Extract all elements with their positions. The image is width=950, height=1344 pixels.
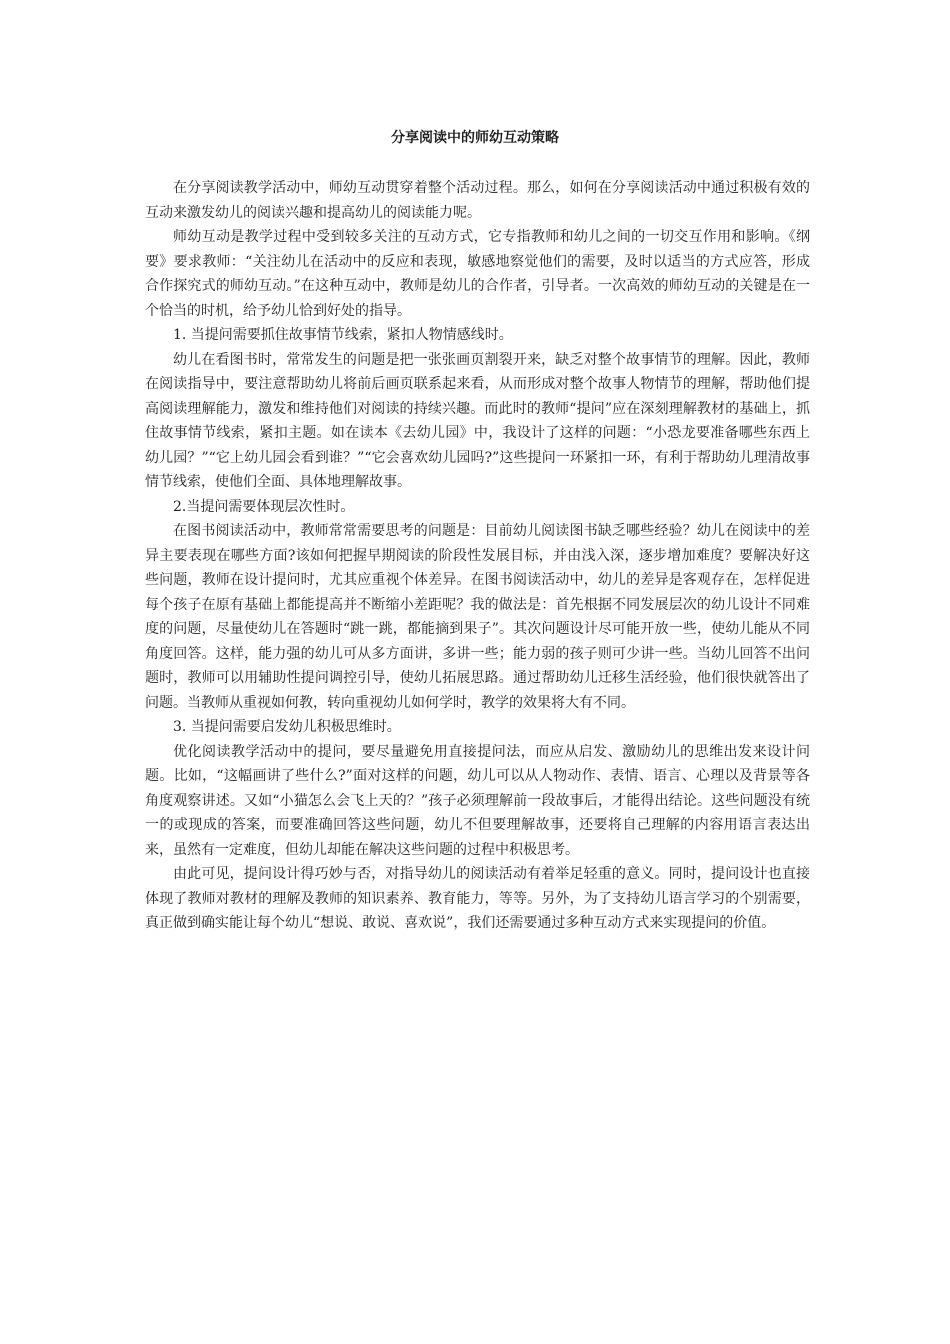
section-heading-2: 2.当提问需要体现层次性时。 [173,498,355,515]
document-title: 分享阅读中的师幼互动策略 [391,130,559,146]
section-heading-1: 1. 当提问需要抓住故事情节线索，紧扣人物情感线时。 [173,327,513,343]
document-body [145,176,810,936]
paragraph-section-1: 幼儿在看图书时，常常发生的问题是把一张张画页割裂开来，缺乏对整个故事情节的理解。因此，教师在阅读指导中，要注意帮助幼儿将前后画页联系起来看，从而形成对整个故事人物情节的理解，帮助他们提高阅读理解能力，激发和维持他们对阅读的持续兴趣。而此时的教师“提问”应在深刻理解教材的基础上，抓住故事情节线索，紧扣主题。如在读本《去幼儿园》中，我设计了这样的问题：“小恐龙要准备哪些东西上幼儿园？”“它上幼儿园会看到谁？”“它会喜欢幼儿园吗?”这些提问一环紧扣一环，有利于帮助幼儿理清故事情节线索，使他们全面、具体地理解故事。 [145,351,810,490]
section-heading-3: 3. 当提问需要启发幼儿积极思维时。 [173,719,401,735]
paragraph-definition: 师幼互动是教学过程中受到较多关注的互动方式，它专指教师和幼儿之间的一切交互作用和影响。《纲要》要求教师：“关注幼儿在活动中的反应和表现，敏感地察觉他们的需要，及时以适当的方式应答，形成合作探究式的师幼互动。”在这种互动中，教师是幼儿的合作者，引导者。一次高效的师幼互动的关键是在一个恰当的时机，给予幼儿恰到好处的指导。 [145,229,810,319]
paragraph-conclusion: 由此可见，提问设计得巧妙与否，对指导幼儿的阅读活动有着举足轻重的意义。同时，提问设计也直接体现了教师对教材的理解及教师的知识素养、教育能力，等等。另外，为了支持幼儿语言学习的个别需要，真正做到确实能让每个幼儿“想说、敢说、喜欢说”，我们还需要通过多种互动方式来实现提问的价值。 [145,866,810,931]
paragraph-section-3: 优化阅读教学活动中的提问，要尽量避免用直接提问法，而应从启发、激励幼儿的思维出发来设计问题。比如，“这幅画讲了些什么?”面对这样的问题，幼儿可以从人物动作、表情、语言、心理以及背景等各角度观察讲述。又如“小猫怎么会飞上天的？”孩子必须理解前一段故事后，才能得出结论。这些问题没有统一的或现成的答案，而要准确回答这些问题，幼儿不但要理解故事，还要将自己理解的内容用语言表达出来，虽然有一定难度，但幼儿却能在解决这些问题的过程中积极思考。 [145,743,810,858]
paragraph-section-2: 在图书阅读活动中，教师常常需要思考的问题是：目前幼儿阅读图书缺乏哪些经验？幼儿在阅读中的差异主要表现在哪些方面?该如何把握早期阅读的阶段性发展目标，并由浅入深，逐步增加难度？要解决好这些问题，教师在设计提问时，尤其应重视个体差异。在图书阅读活动中，幼儿的差异是客观存在，怎样促进每个孩子在原有基础上都能提高并不断缩小差距呢？我的做法是：首先根据不同发展层次的幼儿设计不同难度的问题，尽量使幼儿在答题时“跳一跳，都能摘到果子”。其次问题设计尽可能开放一些，使幼儿能从不同角度回答。这样，能力强的幼儿可从多方面讲，多讲一些；能力弱的孩子则可少讲一些。当幼儿回答不出问题时，教师可以用辅助性提问调控引导，使幼儿拓展思路。通过帮助幼儿迁移生活经验，他们很快就答出了问题。当教师从重视如何教，转向重视幼儿如何学时，教学的效果将大有不同。 [145,523,810,711]
paragraph-intro: 在分享阅读教学活动中，师幼互动贯穿着整个活动过程。那么，如何在分享阅读活动中通过积极有效的互动来激发幼儿的阅读兴趣和提高幼儿的阅读能力呢。 [145,180,810,221]
